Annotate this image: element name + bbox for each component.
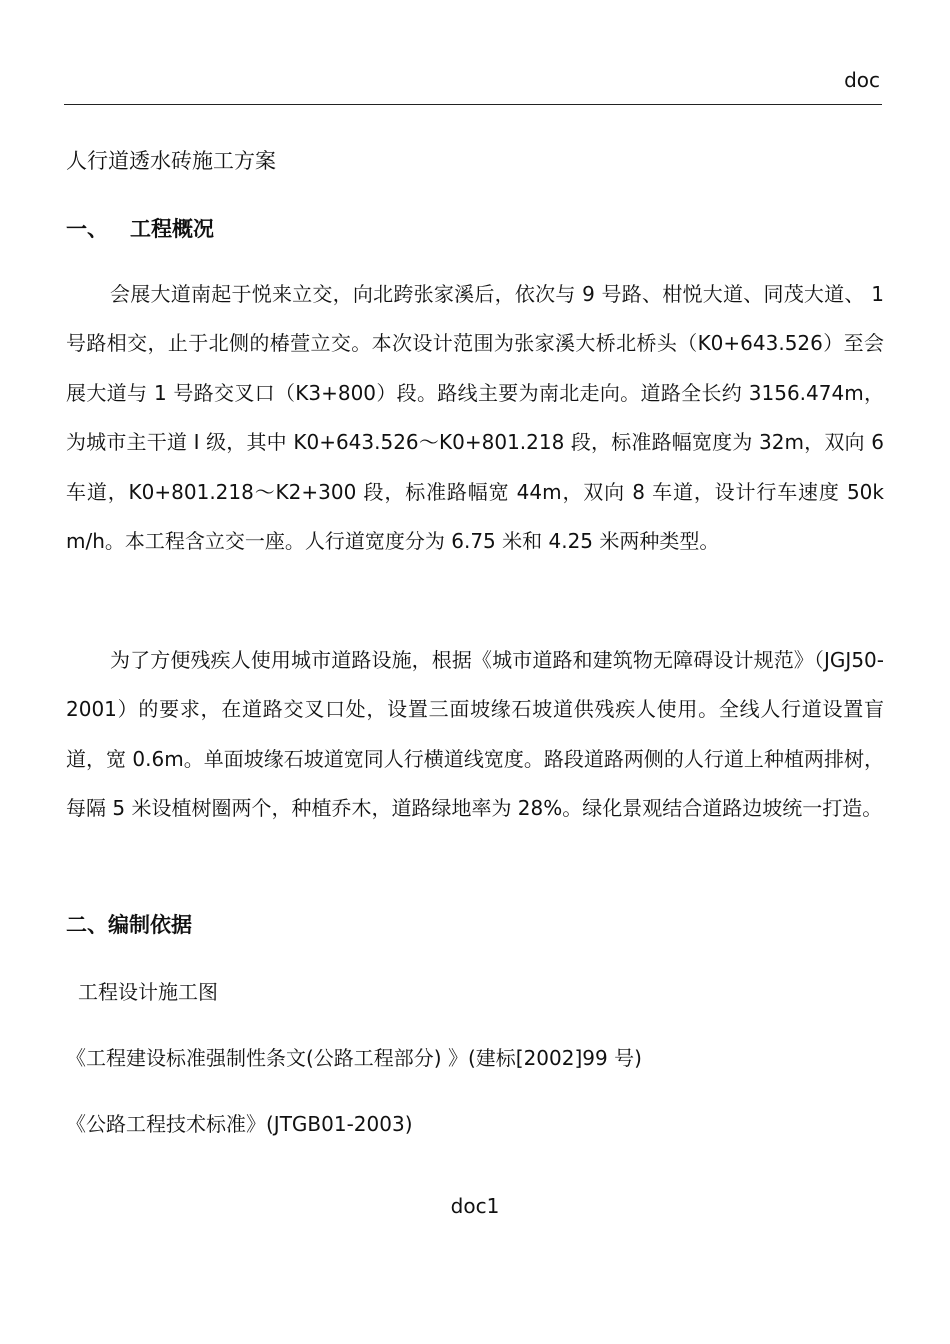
section-title: 工程概况 — [130, 217, 214, 241]
header-divider — [64, 104, 882, 105]
section-title: 二、编制依据 — [66, 913, 192, 937]
page-footer-label: doc1 — [450, 1194, 500, 1218]
reference-item: 《工程建设标准强制性条文(公路工程部分) 》(建标[2002]99 号) — [66, 1046, 642, 1070]
overview-paragraph-2: 为了方便残疾人使用城市道路设施，根据《城市道路和建筑物无障碍设计规范》（JGJ50-2001）的要求，在道路交叉口处，设置三面坡缘石坡道供残疾人使用。全线人行道设置盲道，宽 0.6m。单面坡缘石坡道宽同人行横道线宽度。路段道路两侧的人行道上种植两排树，每隔 5 米设植树圈两个，种植乔木，道路绿地率为 28%。绿化景观结合道路边坡统一打造。 — [66, 648, 884, 821]
section-heading-overview — [66, 214, 214, 244]
reference-item: 工程设计施工图 — [78, 980, 218, 1004]
section-number: 一、 — [66, 217, 108, 241]
reference-item: 《公路工程技术标准》(JTGB01-2003) — [66, 1112, 413, 1136]
section-heading-basis — [66, 910, 192, 940]
document-title: 人行道透水砖施工方案 — [66, 149, 276, 173]
overview-paragraph-1: 会展大道南起于悦来立交，向北跨张家溪后，依次与 9 号路、柑悦大道、同茂大道、 1 号路相交，止于北侧的椿萱立交。本次设计范围为张家溪大桥北桥头（K0+643.526）至会展大道与 1 号路交叉口（K3+800）段。路线主要为南北走向。道路全长约 3156.474m，为城市主干道 I 级，其中 K0+643.526～K0+801.218 段，标准路幅宽度为 32m，双向 6 车道，K0+801.218～K2+300 段，标准路幅宽 44m，双向 8 车道，设计行车速度 50km/h。本工程含立交一座。人行道宽度分为 6.75 米和 4.25 米两种类型。 — [66, 282, 884, 554]
page-header-label: doc — [844, 68, 880, 92]
